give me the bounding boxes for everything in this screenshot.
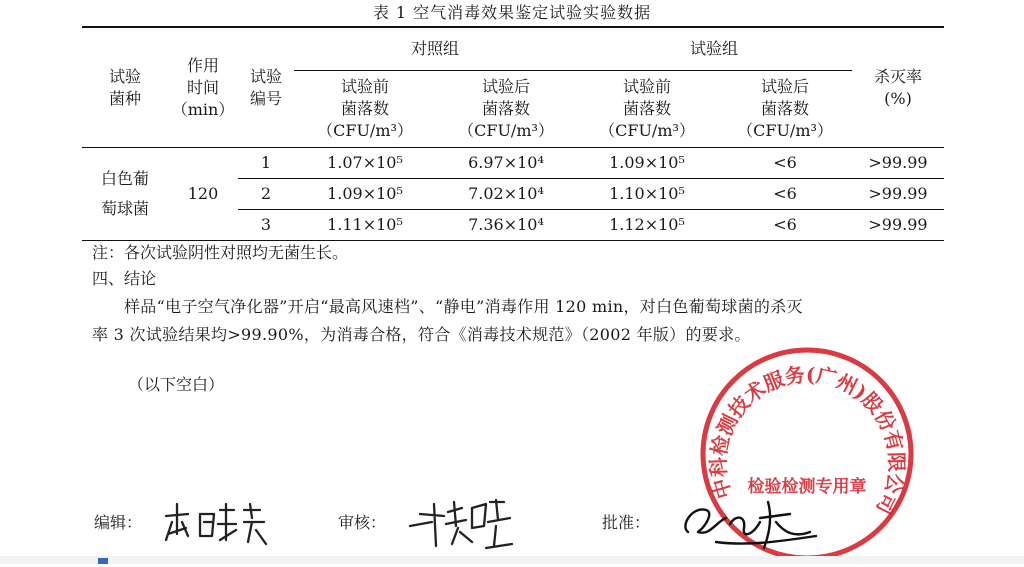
cell-test-before: 1.10×10⁵ xyxy=(576,179,718,210)
conclusion-line-2: 率 3 次试验结果均>99.90%，为消毒合格，符合《消毒技术规范》（2002 年版）的要求。 xyxy=(92,325,751,344)
page-bottom-strip xyxy=(0,556,1024,564)
cell-control-before: 1.11×10⁵ xyxy=(294,210,436,241)
cell-control-after: 7.36×10⁴ xyxy=(436,210,576,241)
header-kill-rate: 杀灭率 (%) xyxy=(852,27,944,148)
seal-arc-text: 中科检测技术服务(广州)股份有限公司 xyxy=(706,362,909,519)
header-organism: 试验 菌种 xyxy=(82,27,168,148)
cell-test-after: <6 xyxy=(718,148,852,179)
cell-kill-rate: >99.99 xyxy=(852,210,944,241)
seal-center-text: 检验检测专用章 xyxy=(747,477,867,497)
cell-control-after: 7.02×10⁴ xyxy=(436,179,576,210)
page-edge-mark xyxy=(98,558,108,564)
cell-test-before: 1.12×10⁵ xyxy=(576,210,718,241)
header-test-before: 试验前 菌落数 （CFU/m³） xyxy=(576,71,718,148)
table-row xyxy=(82,148,944,179)
cell-test-after: <6 xyxy=(718,179,852,210)
header-test-no: 试验 编号 xyxy=(238,27,294,148)
approver-label: 批准： xyxy=(602,513,651,532)
approver-signature xyxy=(676,492,826,556)
cell-kill-rate: >99.99 xyxy=(852,179,944,210)
cell-no: 3 xyxy=(238,210,294,241)
header-test-group: 试验组 xyxy=(576,27,852,71)
header-time: 作用 时间 （min） xyxy=(168,27,238,148)
cell-control-before: 1.09×10⁵ xyxy=(294,179,436,210)
cell-test-after: <6 xyxy=(718,210,852,241)
conclusion-line-1: 样品“电子空气净化器”开启“最高风速档”、“静电”消毒作用 120 min，对白色葡萄球菌的杀灭 xyxy=(124,297,803,316)
cell-kill-rate: >99.99 xyxy=(852,148,944,179)
cell-no: 2 xyxy=(238,179,294,210)
header-control-before: 试验前 菌落数 （CFU/m³） xyxy=(294,71,436,148)
cell-time: 120 xyxy=(168,148,238,241)
cell-control-before: 1.07×10⁵ xyxy=(294,148,436,179)
header-test-after: 试验后 菌落数 （CFU/m³） xyxy=(718,71,852,148)
data-table xyxy=(82,26,944,241)
table-note: 注：各次试验阴性对照均无菌生长。 xyxy=(92,243,349,262)
cell-control-after: 6.97×10⁴ xyxy=(436,148,576,179)
cell-test-before: 1.09×10⁵ xyxy=(576,148,718,179)
conclusion-heading: 四、结论 xyxy=(92,269,157,288)
table-caption: 表 1 空气消毒效果鉴定试验实验数据 xyxy=(372,3,652,22)
cell-organism: 白色葡 萄球菌 xyxy=(82,148,168,241)
header-control-group: 对照组 xyxy=(294,27,576,71)
editor-signature xyxy=(160,500,280,550)
reviewer-label: 审核： xyxy=(338,513,387,532)
header-control-after: 试验后 菌落数 （CFU/m³） xyxy=(436,71,576,148)
cell-no: 1 xyxy=(238,148,294,179)
editor-label: 编辑： xyxy=(94,513,143,532)
blank-note: （以下空白） xyxy=(128,375,225,394)
reviewer-signature xyxy=(406,496,518,558)
